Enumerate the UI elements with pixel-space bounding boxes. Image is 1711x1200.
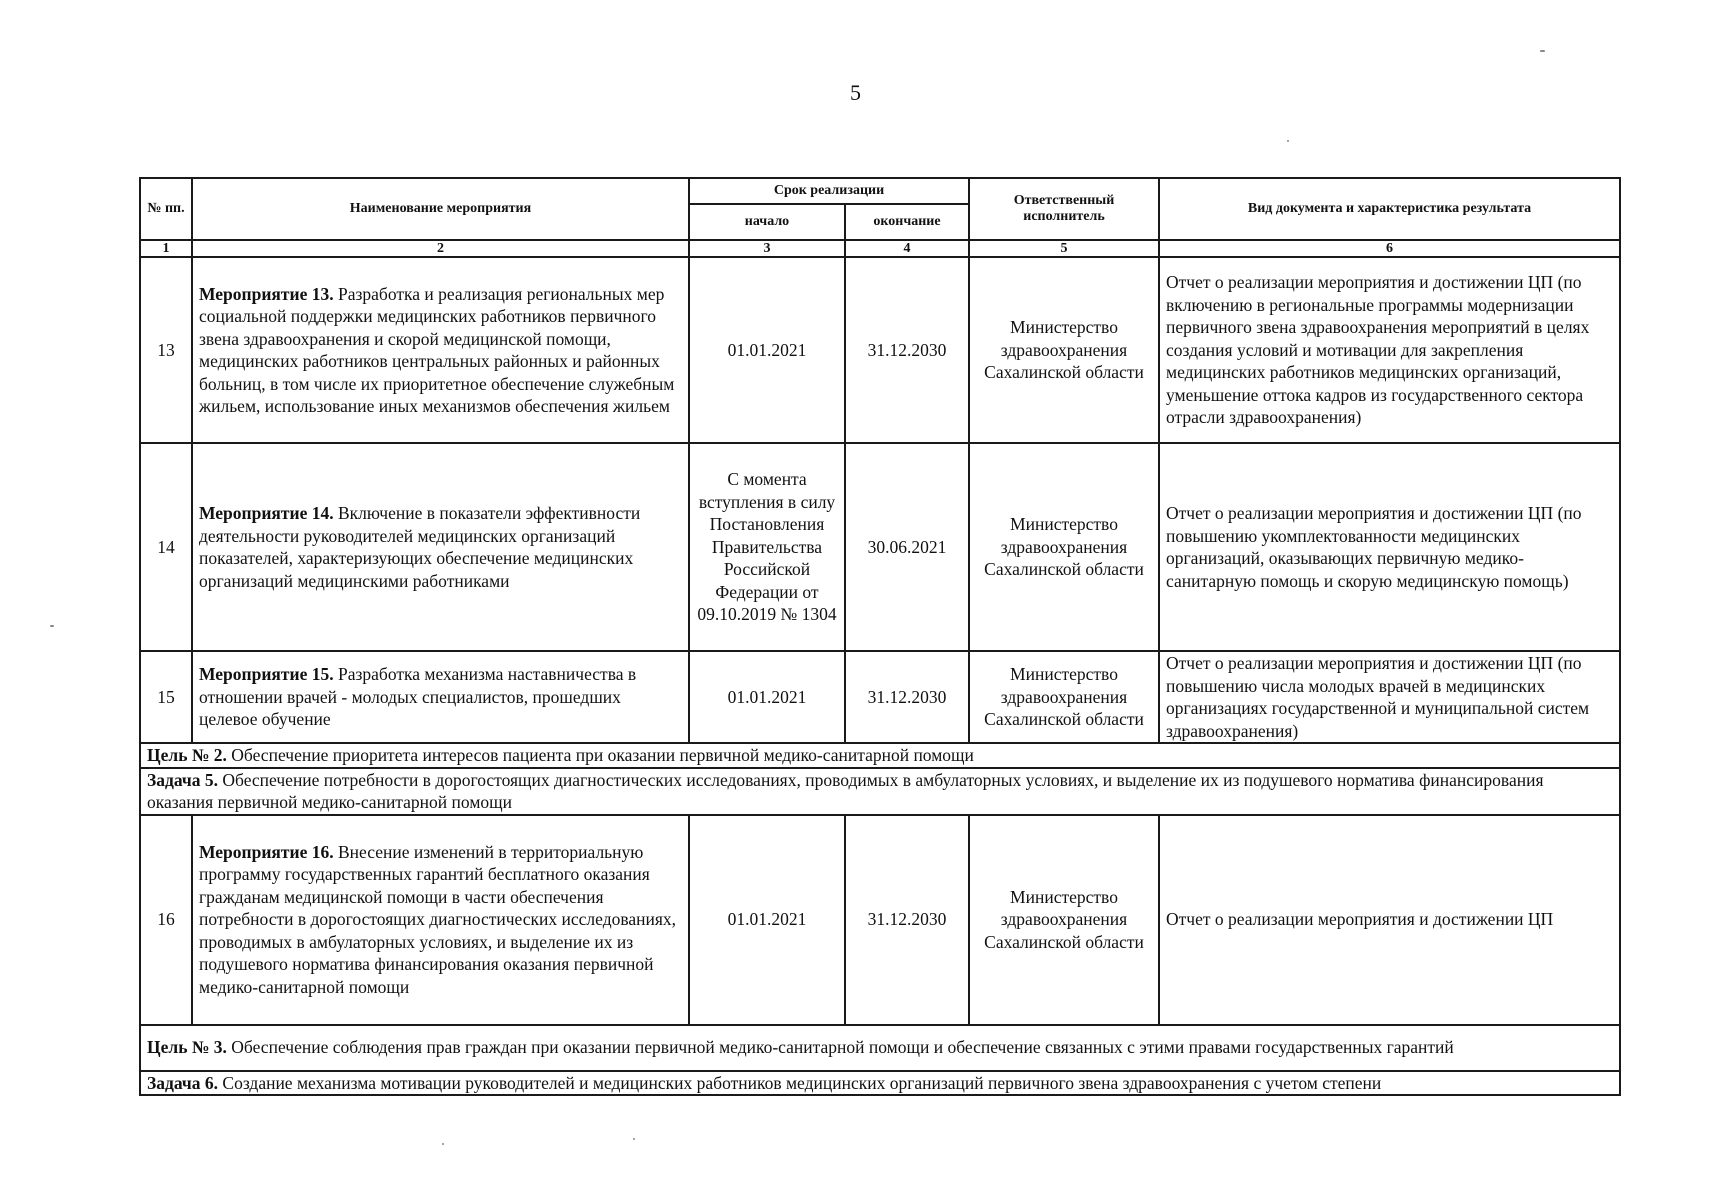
col-num-6: 6 [1159,240,1620,257]
goal-row [140,743,1620,768]
row-number: 13 [140,257,192,443]
result-description: Отчет о реализации мероприятия и достижении ЦП (по включению в региональные программы модернизации первичного звена здравоохранения мероприятий в целях создания условий и мотивации для закрепления медицинских работников медицинских организаций, уменьшение оттока кадров из государственного сектора отрасли здравоохранения) [1159,257,1620,443]
end-date: 31.12.2030 [845,257,969,443]
start-date: 01.01.2021 [689,651,845,743]
col-num-2: 2 [192,240,689,257]
table-row [140,815,1620,1025]
task-6-text: Создание механизма мотивации руководителей и медицинских работников медицинских организаций первичного звена здравоохранения с учетом степени [218,1072,1382,1093]
measure-title: Мероприятие 13. [199,283,334,304]
row-number: 14 [140,443,192,651]
start-date: 01.01.2021 [689,257,845,443]
goal-3-label: Цель № 3. [147,1037,227,1058]
measure-title: Мероприятие 15. [199,664,334,685]
task-6 [140,1071,1620,1096]
col-num-5: 5 [969,240,1159,257]
result-description: Отчет о реализации мероприятия и достижении ЦП (по повышению числа молодых врачей в медицинских организациях государственной и муниципальной систем здравоохранения) [1159,651,1620,743]
scan-speck [1287,140,1289,142]
header-result: Вид документа и характеристика результата [1159,178,1620,240]
table-row [140,257,1620,443]
executor: Министерство здравоохранения Сахалинской области [969,443,1159,651]
result-description: Отчет о реализации мероприятия и достижении ЦП (по повышению укомплектованности медицинских организаций, оказывающих первичную медико-санитарную помощь и скорую медицинскую помощь) [1159,443,1620,651]
end-date: 31.12.2030 [845,815,969,1025]
header-row [140,178,1620,204]
goal-3 [140,1025,1620,1071]
measure-name [192,815,689,1025]
goal-2 [140,743,1620,768]
row-number: 16 [140,815,192,1025]
goal-row [140,1025,1620,1071]
measure-text: Разработка механизма наставничества в отношении врачей - молодых специалистов, прошедших целевое обучение [199,664,637,730]
end-date: 30.06.2021 [845,443,969,651]
column-numbers-row [140,240,1620,257]
task-6-label: Задача 6. [147,1072,219,1093]
measure-name [192,443,689,651]
start-date: 01.01.2021 [689,815,845,1025]
task-row [140,768,1620,815]
task-5 [140,768,1620,815]
task-row [140,1071,1620,1096]
measure-name [192,651,689,743]
measure-text: Включение в показатели эффективности деятельности руководителей медицинских организаций показателей, характеризующих обеспечение медицинских организаций медицинскими работниками [199,503,641,591]
header-executor: Ответственный исполнитель [969,178,1159,240]
scan-speck [50,625,54,627]
scan-speck [1540,50,1545,52]
goal-2-text: Обеспечение приоритета интересов пациента при оказании первичной медико-санитарной помощи [226,745,974,765]
executor: Министерство здравоохранения Сахалинской области [969,815,1159,1025]
header-period: Срок реализации [689,178,969,204]
header-name: Наименование мероприятия [192,178,689,240]
task-5-label: Задача 5. [147,769,219,790]
executor: Министерство здравоохранения Сахалинской области [969,651,1159,743]
table-row [140,443,1620,651]
scan-speck [633,1138,635,1140]
measure-text: Разработка и реализация региональных мер социальной поддержки медицинских работников первичного звена здравоохранения и скорой медицинской помощи, медицинских работников центральных районных и районных больниц, в том числе их приоритетное обеспечение служебным жильем, использование иных механизмов обеспечения жильем [199,283,675,416]
page-number: 5 [850,80,861,105]
executor: Министерство здравоохранения Сахалинской области [969,257,1159,443]
col-num-4: 4 [845,240,969,257]
measure-name [192,257,689,443]
result-description: Отчет о реализации мероприятия и достижении ЦП [1159,815,1620,1025]
goal-3-text: Обеспечение соблюдения прав граждан при оказании первичной медико-санитарной помощи и обеспечение связанных с этими правами государственных гарантий [226,1037,1454,1058]
measure-title: Мероприятие 14. [199,503,334,523]
header-end: окончание [845,204,969,240]
start-date: С момента вступления в силу Постановления Правительства Российской Федерации от 09.10.2019 № 1304 [689,443,845,651]
measure-title: Мероприятие 16. [199,841,334,862]
col-num-3: 3 [689,240,845,257]
goal-2-label: Цель № 2. [147,745,227,765]
task-5-text: Обеспечение потребности в дорогостоящих диагностических исследованиях, проводимых в амбулаторных условиях, и выделение их из подушевого норматива финансирования оказания первичной медико-санитарной помощи [147,769,1544,812]
table-row [140,651,1620,743]
measures-table [139,177,1621,1096]
col-num-1: 1 [140,240,192,257]
row-number: 15 [140,651,192,743]
header-num: № пп. [140,178,192,240]
measure-text: Внесение изменений в территориальную программу государственных гарантий бесплатного оказания гражданам медицинской помощи в части обеспечения потребности в дорогостоящих диагностических исследованиях, проводимых в амбулаторных условиях, и выделение их из подушевого норматива финансирования оказания первичной медико-санитарной помощи [199,841,677,997]
header-start: начало [689,204,845,240]
scan-speck [442,1143,444,1145]
end-date: 31.12.2030 [845,651,969,743]
